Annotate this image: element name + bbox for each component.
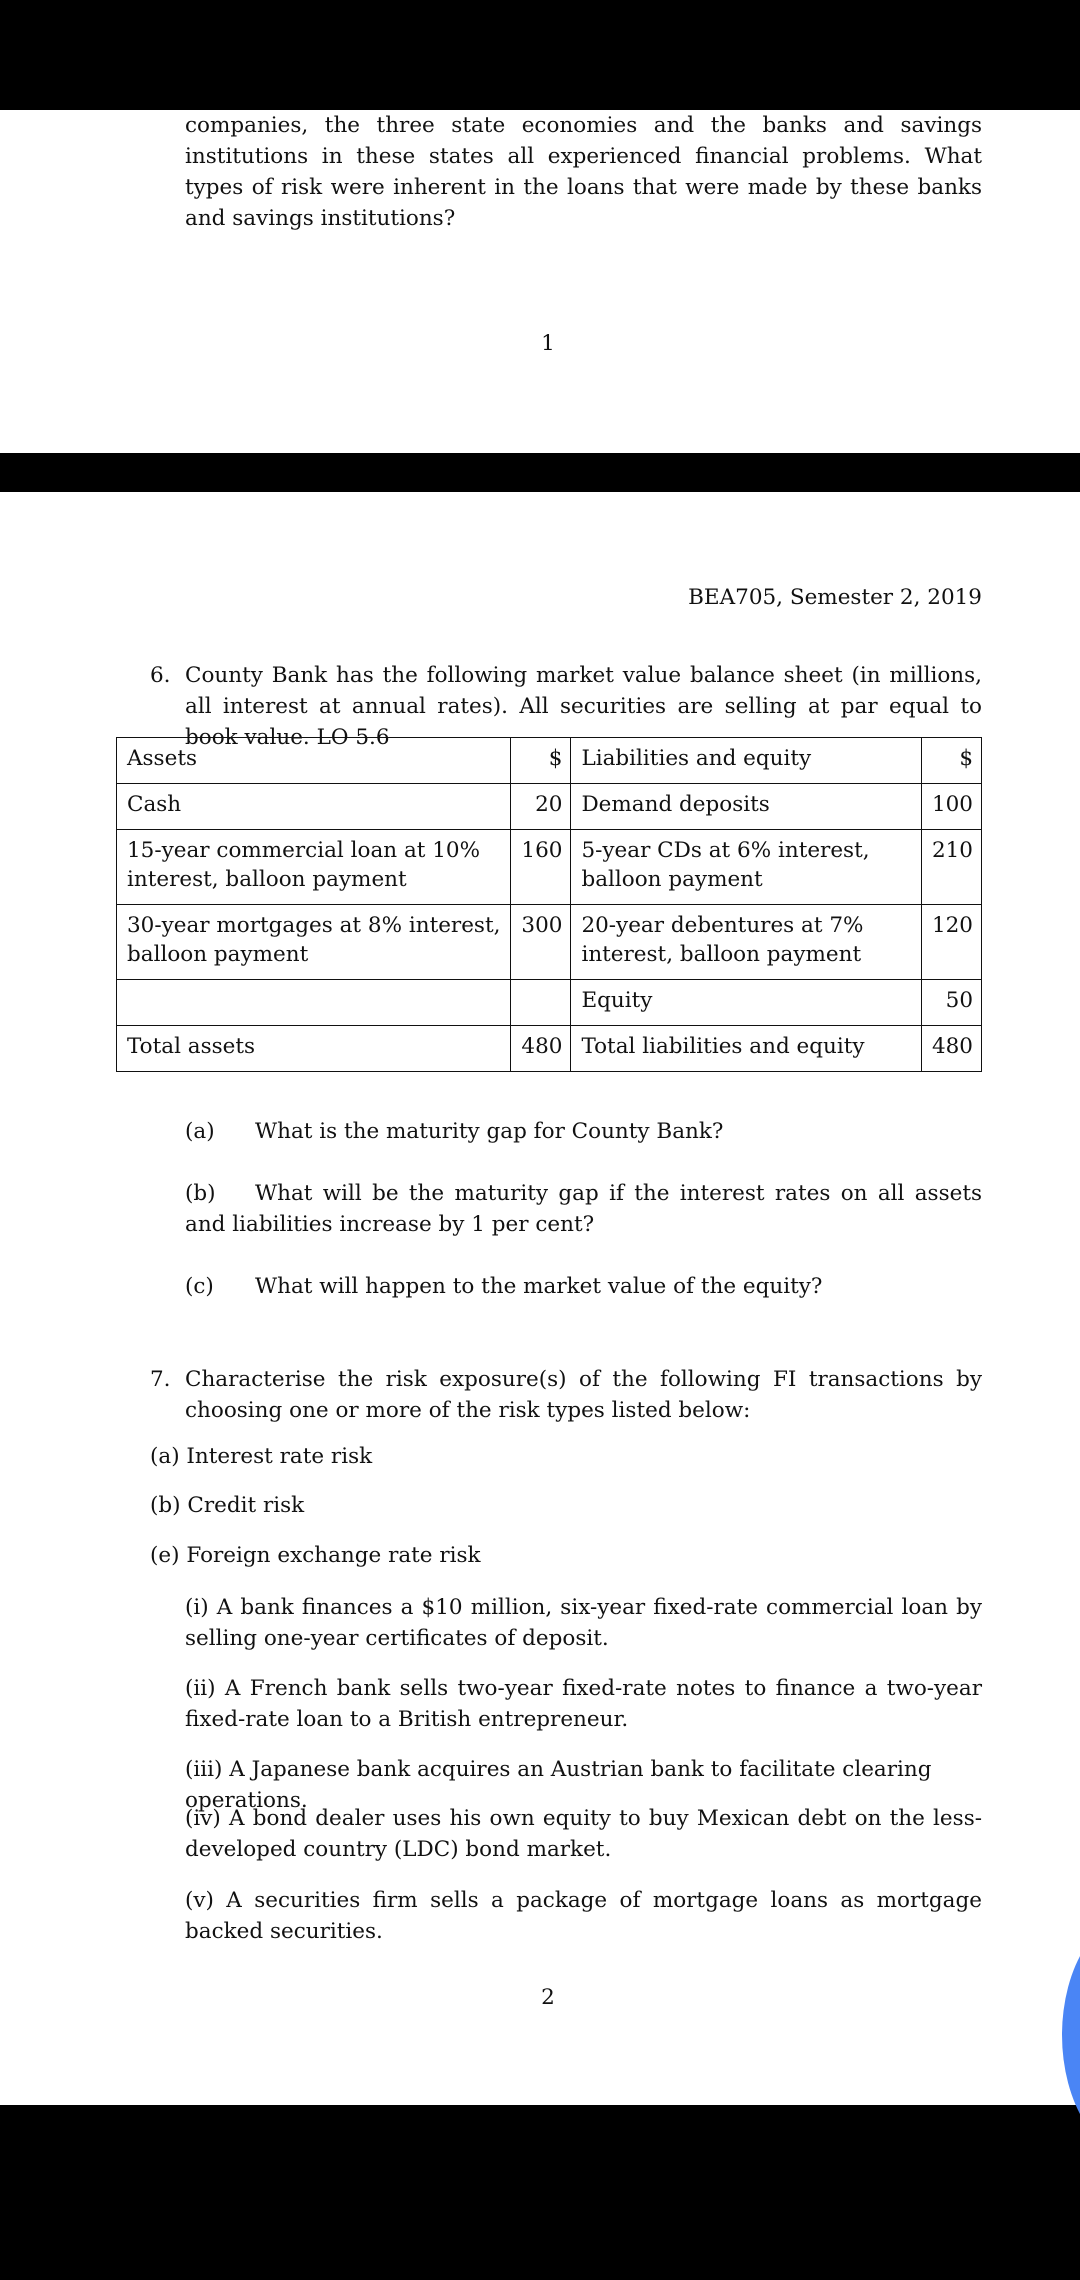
table-cell: 100 [921, 784, 981, 830]
table-cell: Total liabilities and equity [571, 1026, 922, 1072]
question-6-number: 6. [150, 663, 171, 688]
page-header: BEA705, Semester 2, 2019 [688, 585, 982, 610]
table-row [117, 1026, 982, 1072]
table-row [117, 980, 982, 1026]
table-cell: 30-year mortgages at 8% interest, balloon payment [117, 905, 511, 980]
table-cell: 15-year commercial loan at 10% interest, balloon payment [117, 830, 511, 905]
question-6c-label: (c) [185, 1274, 214, 1299]
transaction-ii: (ii) A French bank sells two-year fixed-rate notes to finance a two-year fixed-rate loan to a British entrepreneur. [185, 1676, 982, 1732]
table-cell: 20-year debentures at 7% interest, balloon payment [571, 905, 922, 980]
risk-type-credit: (b) Credit risk [150, 1493, 305, 1518]
question-6b-text: What will be the maturity gap if the interest rates on all assets and liabilities increase by 1 per cent? [185, 1181, 982, 1237]
question-6c [185, 1271, 822, 1302]
question-6c-text: What will happen to the market value of the equity? [255, 1274, 823, 1299]
question-6b-label: (b) [185, 1181, 216, 1206]
table-cell: 50 [921, 980, 981, 1026]
table-cell [117, 980, 511, 1026]
question-6a-label: (a) [185, 1119, 215, 1144]
table-cell: Demand deposits [571, 784, 922, 830]
question-6a-text: What is the maturity gap for County Bank? [255, 1119, 724, 1144]
risk-type-foreign-exchange: (e) Foreign exchange rate risk [150, 1543, 481, 1568]
table-row [117, 830, 982, 905]
table-cell: Equity [571, 980, 922, 1026]
table-cell: 5-year CDs at 6% interest, balloon payment [571, 830, 922, 905]
question-7-number: 7. [150, 1367, 171, 1392]
table-cell: Cash [117, 784, 511, 830]
table-header-cell: $ [511, 738, 571, 784]
page-number: 2 [541, 1985, 555, 2010]
page-number: 1 [541, 331, 555, 356]
document-page-1 [0, 110, 1080, 453]
question-6a [185, 1116, 723, 1147]
transaction-v: (v) A securities firm sells a package of mortgage loans as mortgage backed securities. [185, 1888, 982, 1944]
transaction-i: (i) A bank finances a $10 million, six-year fixed-rate commercial loan by selling one-year certificates of deposit. [185, 1595, 982, 1651]
table-cell: 480 [511, 1026, 571, 1072]
table-cell: 20 [511, 784, 571, 830]
risk-type-interest-rate: (a) Interest rate risk [150, 1444, 373, 1469]
transaction-iii: (iii) A Japanese bank acquires an Austrian bank to facilitate clearing operations. [185, 1757, 932, 1813]
table-cell: 160 [511, 830, 571, 905]
table-header-cell: $ [921, 738, 981, 784]
document-page-2 [0, 492, 1080, 2105]
question-5-continuation: companies, the three state economies and the banks and savings institutions in these states all experienced financial problems. What types of risk were inherent in the loans that were made by these banks and savings institutions? [185, 113, 982, 231]
table-row [117, 784, 982, 830]
transaction-iv: (iv) A bond dealer uses his own equity to buy Mexican debt on the less-developed country (LDC) bond market. [185, 1806, 982, 1862]
question-7-text: Characterise the risk exposure(s) of the following FI transactions by choosing one or more of the risk types listed below: [185, 1367, 982, 1423]
table-header-cell: Liabilities and equity [571, 738, 922, 784]
table-cell: 480 [921, 1026, 981, 1072]
table-cell: 210 [921, 830, 981, 905]
table-cell: 300 [511, 905, 571, 980]
table-cell: 120 [921, 905, 981, 980]
balance-sheet-table [116, 737, 982, 1072]
table-cell [511, 980, 571, 1026]
table-header-cell: Assets [117, 738, 511, 784]
question-6b [185, 1178, 982, 1240]
table-cell: Total assets [117, 1026, 511, 1072]
question-6-text: County Bank has the following market value balance sheet (in millions, all interest at annual rates). All securities are selling at par equal to book value. LO 5.6 [185, 663, 982, 750]
table-header-row [117, 738, 982, 784]
table-row [117, 905, 982, 980]
